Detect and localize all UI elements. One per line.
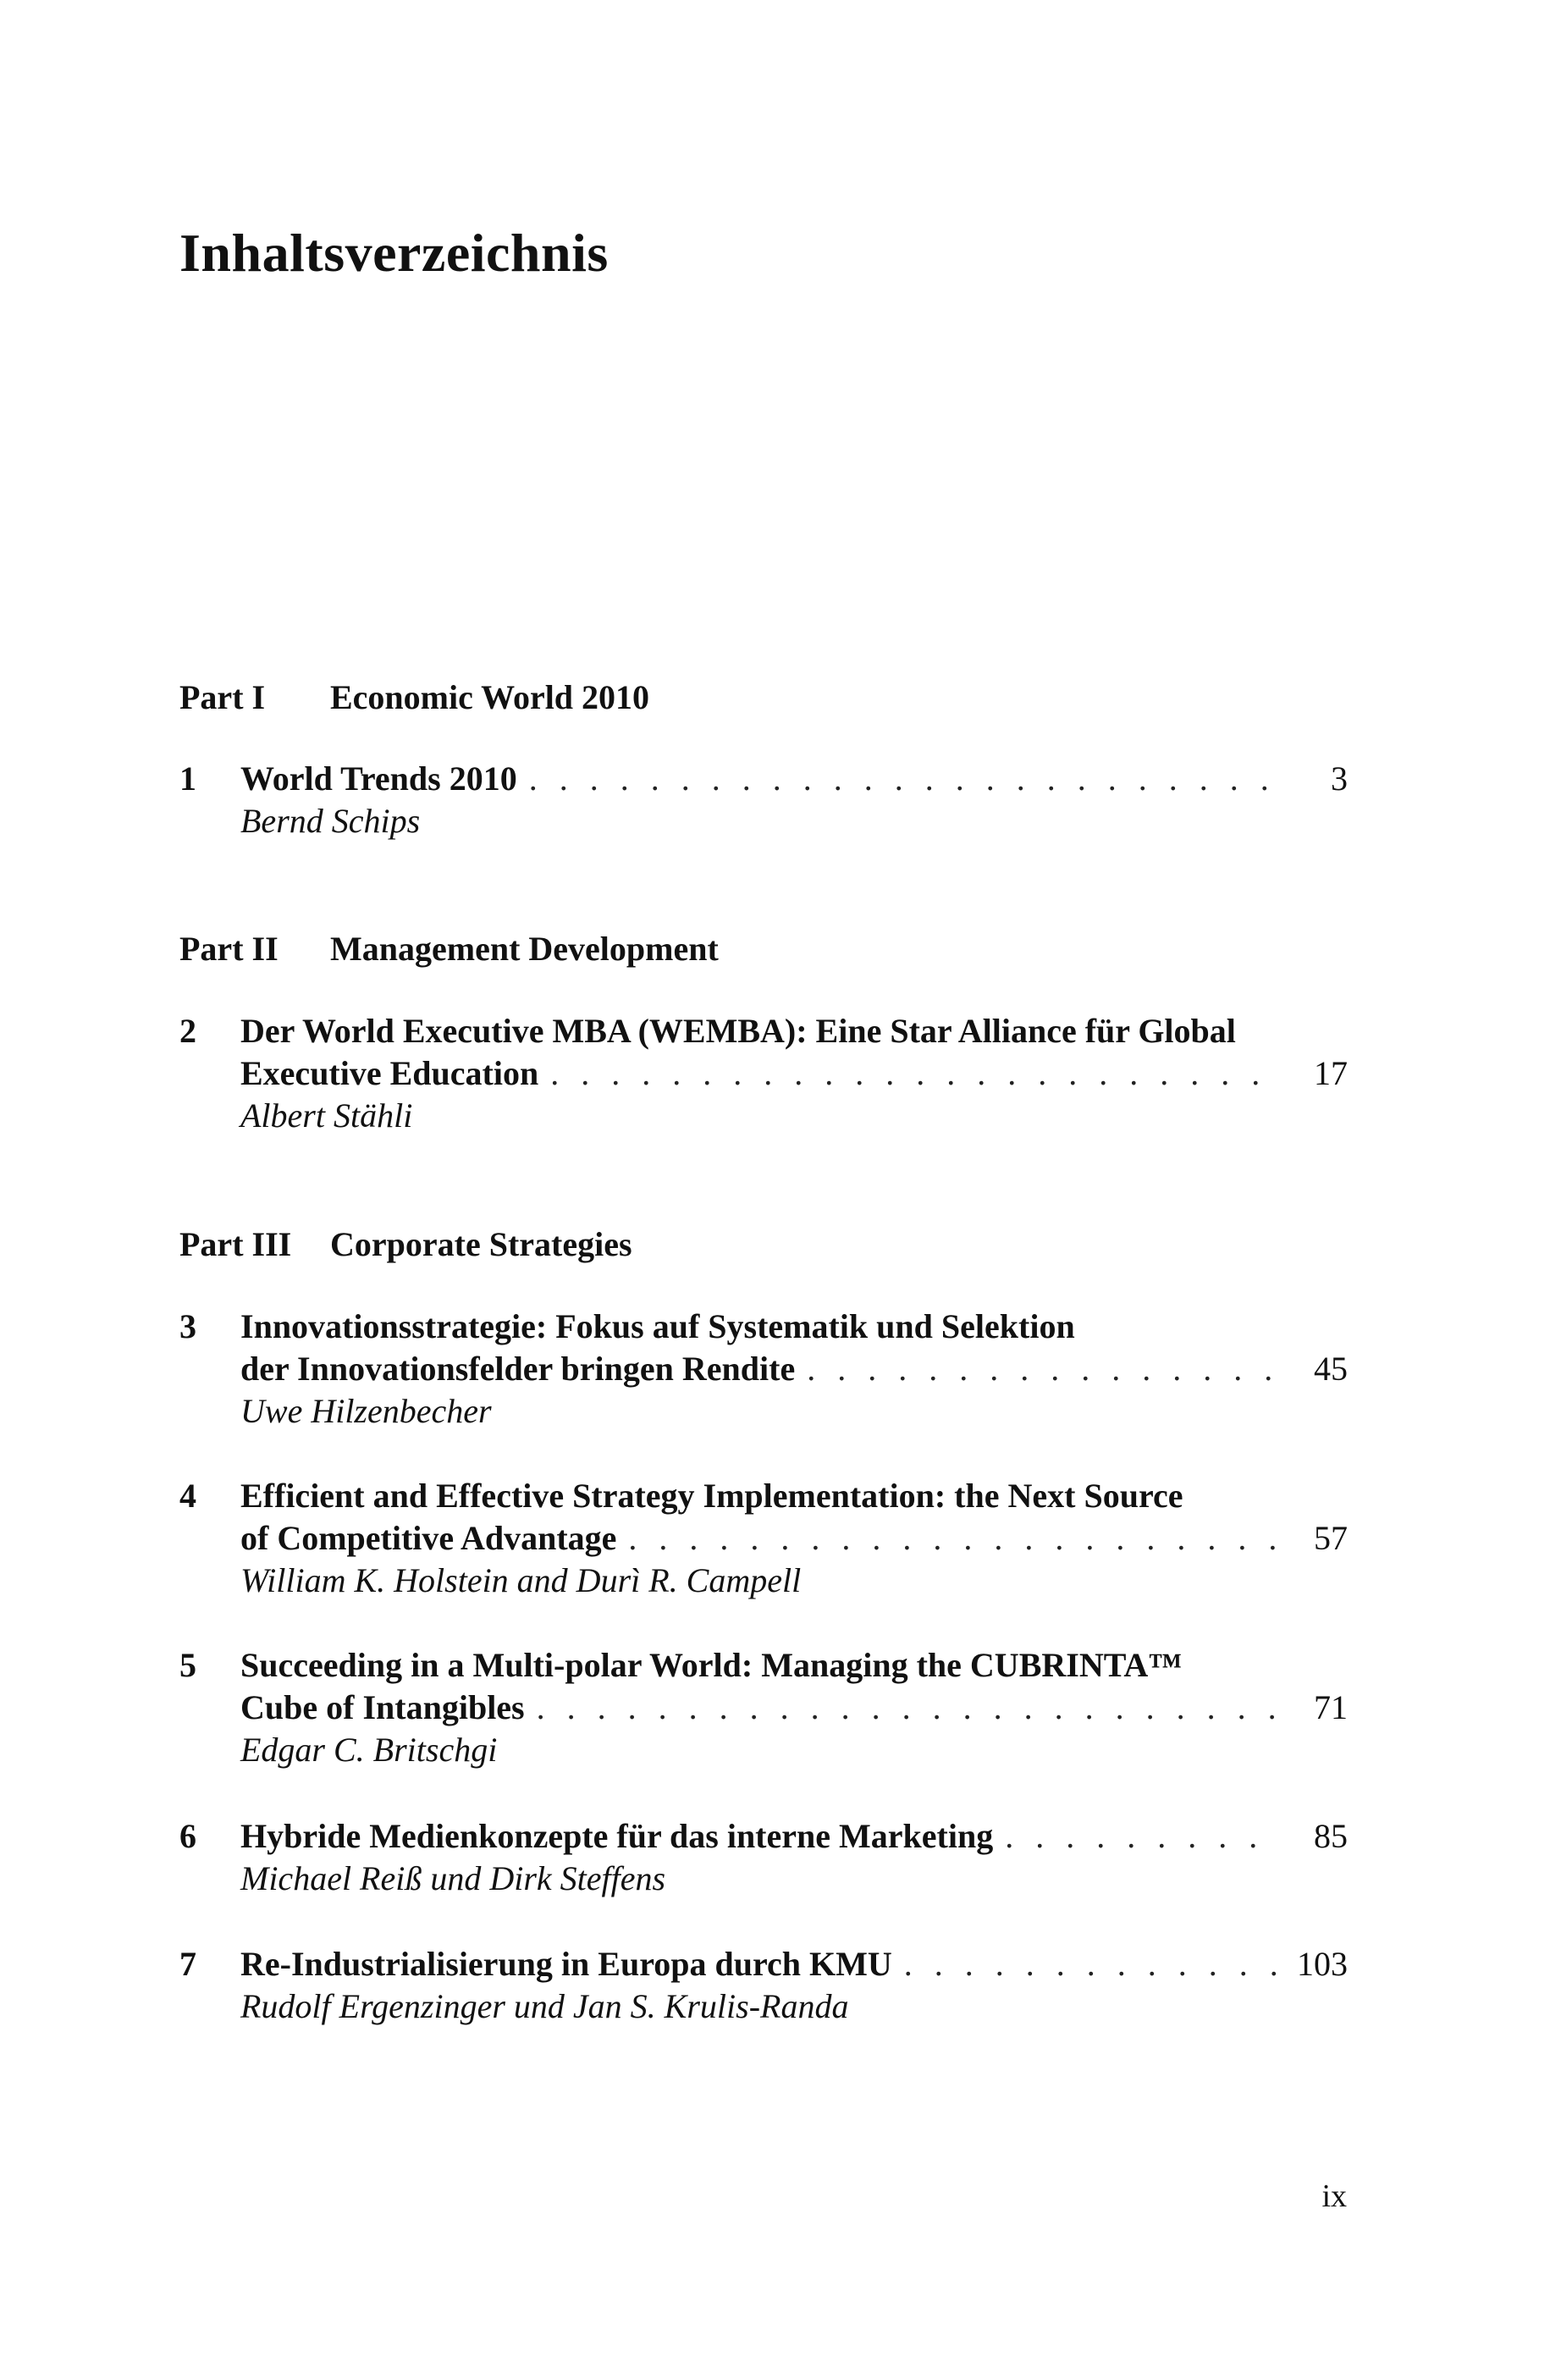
chapter-author: Albert Stähli <box>240 1096 413 1135</box>
chapter-number: 1 <box>179 759 196 798</box>
chapter-author: William K. Holstein and Durì R. Campell <box>240 1561 802 1599</box>
chapter-author: Uwe Hilzenbecher <box>240 1392 492 1430</box>
page-number[interactable]: 17 <box>1314 1054 1348 1092</box>
part-label: Part II <box>179 930 279 968</box>
page-number[interactable]: 85 <box>1314 1817 1348 1855</box>
chapter-number: 2 <box>179 1012 196 1050</box>
chapter-title[interactable]: Hybride Medienkonzepte für das interne Marketing <box>240 1817 994 1855</box>
part-name: Corporate Strategies <box>330 1225 632 1263</box>
page-number[interactable]: 71 <box>1314 1688 1348 1726</box>
dot-leader <box>537 1687 1280 1729</box>
page-number[interactable]: 57 <box>1314 1519 1348 1557</box>
chapter-title-line-2[interactable]: of Competitive Advantage <box>240 1519 617 1557</box>
chapter-title-line-1[interactable]: Der World Executive MBA (WEMBA): Eine Star Alliance für Global <box>240 1012 1236 1050</box>
chapter-number: 5 <box>179 1646 196 1684</box>
chapter-number: 7 <box>179 1945 196 1983</box>
chapter-author: Edgar C. Britschgi <box>240 1731 498 1769</box>
dot-leader <box>529 758 1280 800</box>
chapter-number: 6 <box>179 1817 196 1855</box>
chapter-title[interactable]: World Trends 2010 <box>240 759 517 798</box>
part-name: Economic World 2010 <box>330 678 650 716</box>
page-number[interactable]: 103 <box>1297 1945 1348 1983</box>
chapter-title-line-1[interactable]: Innovationsstrategie: Fokus auf Systematik und Selektion <box>240 1307 1075 1345</box>
page-folio: ix <box>1321 2178 1347 2214</box>
dot-leader <box>807 1348 1280 1390</box>
chapter-number: 4 <box>179 1477 196 1515</box>
page-title: Inhaltsverzeichnis <box>179 223 609 283</box>
part-heading-3 <box>179 1224 632 1264</box>
part-name: Management Development <box>330 930 719 968</box>
dot-leader <box>628 1517 1280 1560</box>
dot-leader <box>550 1052 1280 1095</box>
chapter-author: Bernd Schips <box>240 802 421 840</box>
chapter-author: Michael Reiß und Dirk Steffens <box>240 1859 666 1897</box>
part-heading-2 <box>179 929 719 969</box>
dot-leader <box>1005 1815 1280 1858</box>
part-label: Part III <box>179 1225 292 1263</box>
chapter-title-line-1[interactable]: Efficient and Effective Strategy Implementation: the Next Source <box>240 1477 1183 1515</box>
chapter-title-line-1[interactable]: Succeeding in a Multi-polar World: Managing the CUBRINTA™ <box>240 1646 1183 1684</box>
page-number[interactable]: 3 <box>1331 759 1348 798</box>
chapter-number: 3 <box>179 1307 196 1345</box>
chapter-title-line-2[interactable]: Cube of Intangibles <box>240 1688 525 1726</box>
chapter-title[interactable]: Re-Industrialisierung in Europa durch KMU <box>240 1945 892 1983</box>
chapter-title-line-2[interactable]: Executive Education <box>240 1054 539 1092</box>
chapter-title-line-2[interactable]: der Innovationsfelder bringen Rendite <box>240 1350 796 1388</box>
part-heading-1 <box>179 677 649 717</box>
part-label: Part I <box>179 678 266 716</box>
page-number[interactable]: 45 <box>1314 1350 1348 1388</box>
dot-leader <box>904 1943 1280 1985</box>
chapter-author: Rudolf Ergenzinger und Jan S. Krulis-Randa <box>240 1987 849 2025</box>
